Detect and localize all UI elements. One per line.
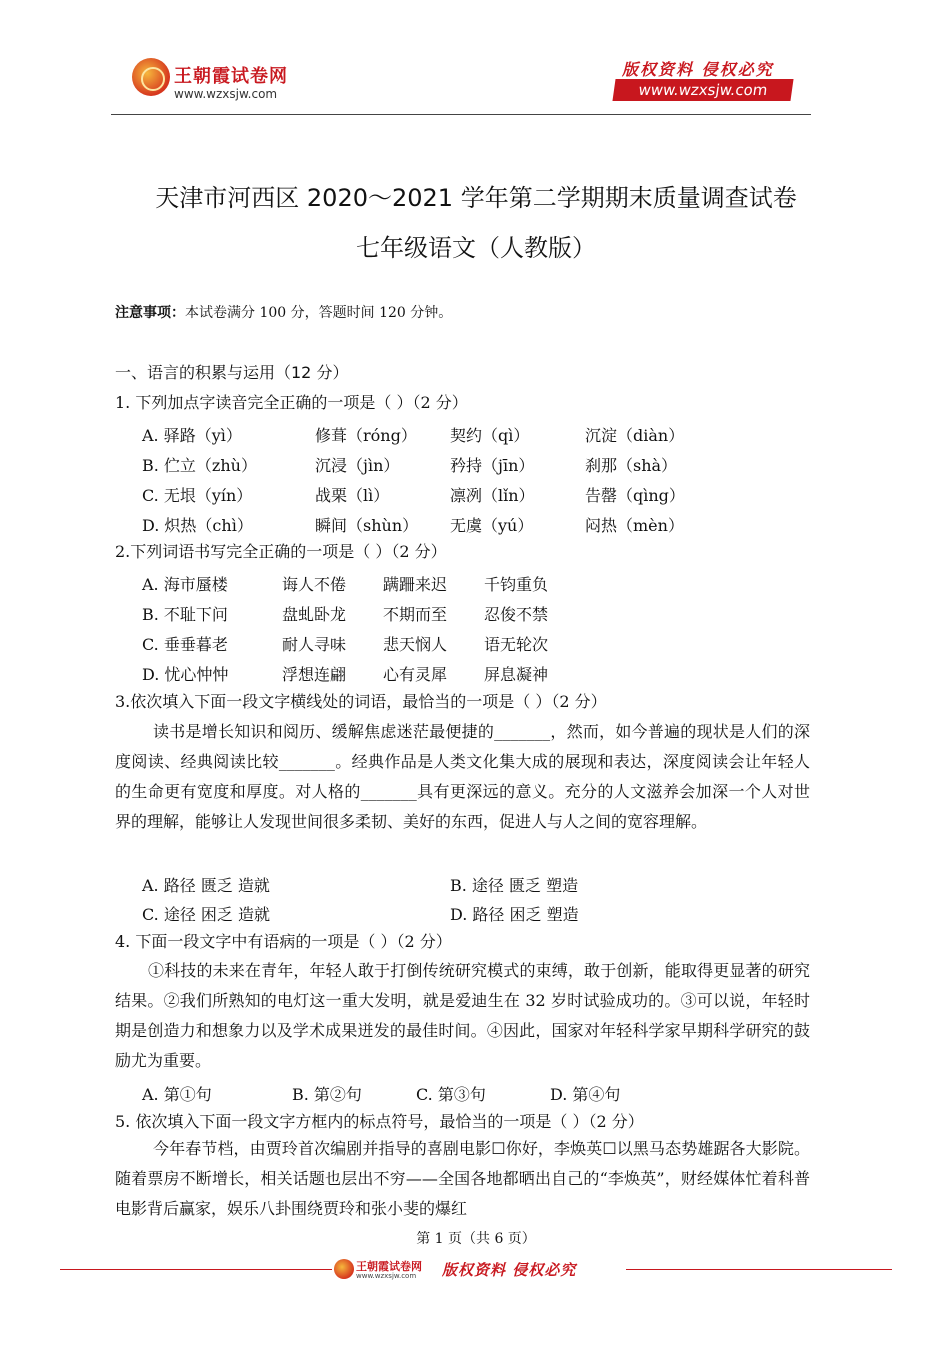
option-cell: D. 忧心忡忡 (142, 665, 229, 684)
question-5-stem: 5. 依次填入下面一段文字方框内的标点符号，最恰当的一项是（ ）（2 分） (115, 1112, 644, 1131)
footer-divider-right (626, 1269, 892, 1270)
option-cell: B. 不耻下问 (142, 605, 228, 624)
option-cell: 悲天悯人 (383, 635, 448, 654)
option-cell: B. 途径 匮乏 塑造 (450, 876, 579, 895)
header-divider (111, 114, 811, 115)
footer-slogan: 版权资料 侵权必究 (442, 1261, 577, 1279)
notice-text: 本试卷满分 100 分，答题时间 120 分钟。 (185, 305, 453, 321)
footer-url: www.wzxsjw.com (356, 1272, 417, 1280)
option-cell: A. 路径 匮乏 造就 (142, 876, 270, 895)
option-cell: 战栗（lì） (315, 486, 390, 505)
option-cell: D. 第④句 (550, 1085, 621, 1104)
question-4-stem: 4. 下面一段文字中有语病的一项是（ ）（2 分） (115, 932, 452, 951)
option-cell: 语无轮次 (484, 635, 549, 654)
option-cell: 沉浸（jìn） (315, 456, 400, 475)
option-cell: 刹那（shà） (585, 456, 678, 475)
option-cell: 修葺（róng） (315, 426, 417, 445)
footer-logo-icon (334, 1259, 354, 1279)
option-cell: C. 垂垂暮老 (142, 635, 228, 654)
option-cell: 千钧重负 (484, 575, 549, 594)
option-cell: D. 炽热（chì） (142, 516, 253, 535)
page-number: 第 1 页（共 6 页） (416, 1231, 536, 1247)
copyright-slogan: 版权资料 侵权必究 (622, 60, 774, 79)
footer-divider-left (60, 1269, 332, 1270)
option-cell: D. 路径 困乏 塑造 (450, 905, 579, 924)
url-banner: www.wzxsjw.com (612, 79, 793, 101)
option-cell: 沉淀（diàn） (585, 426, 685, 445)
notice-label: 注意事项： (115, 305, 185, 321)
footer-brand: 王朝霞试卷网 (356, 1260, 422, 1273)
option-cell: B. 伫立（zhù） (142, 456, 257, 475)
option-cell: C. 途径 困乏 造就 (142, 905, 271, 924)
option-cell: C. 无垠（yín） (142, 486, 253, 505)
option-cell: 蹒跚来迟 (383, 575, 448, 594)
option-cell: A. 驿路（yì） (142, 426, 242, 445)
question-4-passage: ①科技的未来在青年，年轻人敢于打倒传统研究模式的束缚，敢于创新，能取得更显著的研究结果。②我们所熟知的电灯这一重大发明，就是爱迪生在 32 岁时试验成功的。③可以说，年轻时期是创造力和想象力以及学术成果迸发的最佳时间。④因此，国家对年轻科学家早期科学研究的鼓励尤为重要。 (115, 961, 810, 1070)
exam-title: 天津市河西区 2020～2021 学年第二学期期末质量调查试卷 (155, 184, 797, 212)
option-cell: A. 第①句 (142, 1085, 212, 1104)
option-cell: 忍俊不禁 (484, 605, 549, 624)
option-cell: 耐人寻味 (282, 635, 347, 654)
question-5-passage: 今年春节档，由贾玲首次编剧并指导的喜剧电影☐你好，李焕英☐以黑马态势雄踞各大影院。随着票房不断增长，相关话题也层出不穷——全国各地都晒出自己的“李焕英”，财经媒体忙着科普电影背后赢家，娱乐八卦围绕贾玲和张小斐的爆红 (115, 1139, 810, 1218)
option-cell: 诲人不倦 (282, 575, 347, 594)
question-3-stem: 3.依次填入下面一段文字横线处的词语，最恰当的一项是（ ）（2 分） (115, 692, 607, 711)
notice (115, 302, 452, 322)
option-cell: 心有灵犀 (383, 665, 448, 684)
option-cell: 凛冽（lǐn） (450, 486, 535, 505)
option-cell: 告罄（qìng） (585, 486, 685, 505)
option-cell: B. 第②句 (292, 1085, 362, 1104)
question-3-passage: 读书是增长知识和阅历、缓解焦虑迷茫最便捷的_______，然而，如今普遍的现状是人们的深度阅读、经典阅读比较_______。经典作品是人类文化集大成的展现和表达，深度阅读会让年轻人的生命更有宽度和厚度。对人格的_______具有更深远的意义。充分的人文滋养会加深一个人对世界的理解，能够让人发现世间很多柔韧、美好的东西，促进人与人之间的宽容理解。 (115, 722, 810, 831)
question-2-stem: 2.下列词语书写完全正确的一项是（ ）（2 分） (115, 542, 447, 561)
option-cell: 屏息凝神 (484, 665, 549, 684)
option-cell: C. 第③句 (416, 1085, 486, 1104)
option-cell: 闷热（mèn） (585, 516, 684, 535)
option-cell: A. 海市蜃楼 (142, 575, 228, 594)
option-cell: 瞬间（shùn） (315, 516, 419, 535)
option-cell: 矜持（jīn） (450, 456, 535, 475)
section-heading: 一、语言的积累与运用（12 分） (115, 363, 349, 382)
brand-url: www.wzxsjw.com (174, 87, 278, 101)
option-cell: 不期而至 (383, 605, 448, 624)
option-cell: 契约（qì） (450, 426, 530, 445)
logo-icon (132, 58, 170, 96)
option-cell: 浮想连翩 (282, 665, 347, 684)
question-1-stem: 1. 下列加点字读音完全正确的一项是（ ）（2 分） (115, 393, 468, 412)
exam-subtitle: 七年级语文（人教版） (356, 234, 596, 262)
option-cell: 无虞（yú） (450, 516, 534, 535)
brand-name: 王朝霞试卷网 (174, 66, 288, 87)
option-cell: 盘虬卧龙 (282, 605, 347, 624)
